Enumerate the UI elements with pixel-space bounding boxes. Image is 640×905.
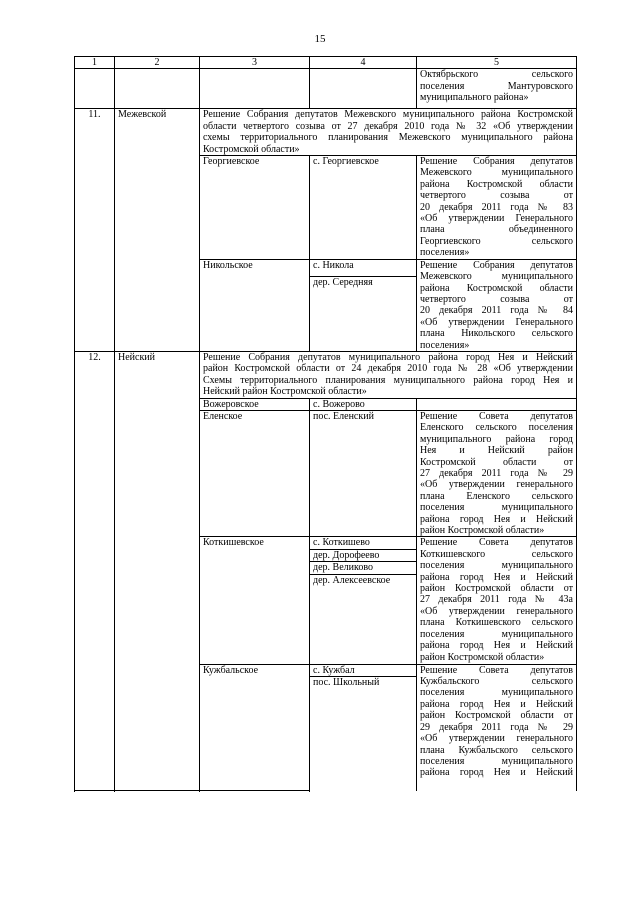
locality-name: с. Вожерово	[310, 398, 417, 410]
decision-cell: Октябрьского сельского поселения Мантуровского муниципального района»	[417, 69, 577, 109]
locality-name: дер. Дорофеево	[310, 549, 417, 561]
settlement-decision	[417, 398, 577, 410]
district-decision: Решение Собрания депутатов муниципального района город Нея и Нейский район Костромской области от 24 декабря 2010 года № 28 «Об утверждении Схемы территориального планирования муниципального района город Нея и Нейский район Костромской области»	[200, 351, 577, 398]
locality-name: пос. Школьный	[310, 677, 417, 791]
column-header: 4	[310, 57, 417, 69]
district-name: Межевской	[115, 109, 200, 352]
column-header: 1	[75, 57, 115, 69]
column-header: 5	[417, 57, 577, 69]
table-row-district	[75, 351, 577, 398]
locality-name: дер. Середняя	[310, 276, 417, 351]
table-header-row	[75, 57, 577, 69]
district-name: Нейский	[115, 351, 200, 790]
locality-name: пос. Еленский	[310, 410, 417, 536]
table-row-district	[75, 109, 577, 156]
settlement-decision: Решение Совета депутатов Еленского сельского поселения муниципального района город Нея и Нейский район Костромской области от 27 декабря 2011 года № 29 «Об утверждении генерального плана Еленского сельского поселения муниципального района город Нея и Нейский район Костромской области»	[417, 410, 577, 536]
locality-name: дер. Алексеевское	[310, 574, 417, 664]
settlement-name: Коткишевское	[200, 537, 310, 664]
settlement-name: Кужбальское	[200, 664, 310, 790]
page-number: 15	[314, 33, 326, 45]
settlement-decision: Решение Собрания депутатов Межевского муниципального района Костромской области четвертого созыва от 20 декабря 2011 года № 83 «Об утверждении Генерального плана объединенного Георгиевского сельского поселения»	[417, 156, 577, 260]
locality-name: с. Кужбал	[310, 664, 417, 676]
settlement-name: Георгиевское	[200, 156, 310, 260]
settlement-name: Вожеровское	[200, 398, 310, 410]
settlement-decision: Решение Совета депутатов Коткишевского сельского поселения муниципального района город Нея и Нейский район Костромской области от 27 декабря 2011 года № 43а «Об утверждении генерального плана Коткишевского сельского поселения муниципального района город Нея и Нейский район Костромской области»	[417, 537, 577, 664]
settlement-decision: Решение Собрания депутатов Межевского муниципального района Костромской области четвертого созыва от 20 декабря 2011 года № 84 «Об утверждении Генерального плана Никольского сельского поселения»	[417, 259, 577, 351]
column-header: 2	[115, 57, 200, 69]
district-decision: Решение Собрания депутатов Межевского муниципального района Костромской области четвертого созыва от 27 декабря 2010 года № 32 «Об утверждении схемы территориального планирования Межевского муниципального района Костромской области»	[200, 109, 577, 156]
row-number: 12.	[75, 351, 115, 790]
planning-documents-table	[74, 56, 577, 791]
settlement-name: Никольское	[200, 259, 310, 351]
locality-name: с. Коткишево	[310, 537, 417, 549]
column-header: 3	[200, 57, 310, 69]
locality-name: с. Георгиевское	[310, 156, 417, 260]
table-row-continuation	[75, 69, 577, 109]
locality-name: дер. Великово	[310, 562, 417, 574]
locality-name: с. Никола	[310, 259, 417, 276]
settlement-decision: Решение Совета депутатов Кужбальского сельского поселения муниципального района город Нея и Нейский район Костромской области от 29 декабря 2011 года № 29 «Об утверждении генерального плана Кужбальского сельского поселения муниципального района город Нея и Нейский	[417, 664, 577, 790]
settlement-name: Еленское	[200, 410, 310, 536]
row-number: 11.	[75, 109, 115, 352]
